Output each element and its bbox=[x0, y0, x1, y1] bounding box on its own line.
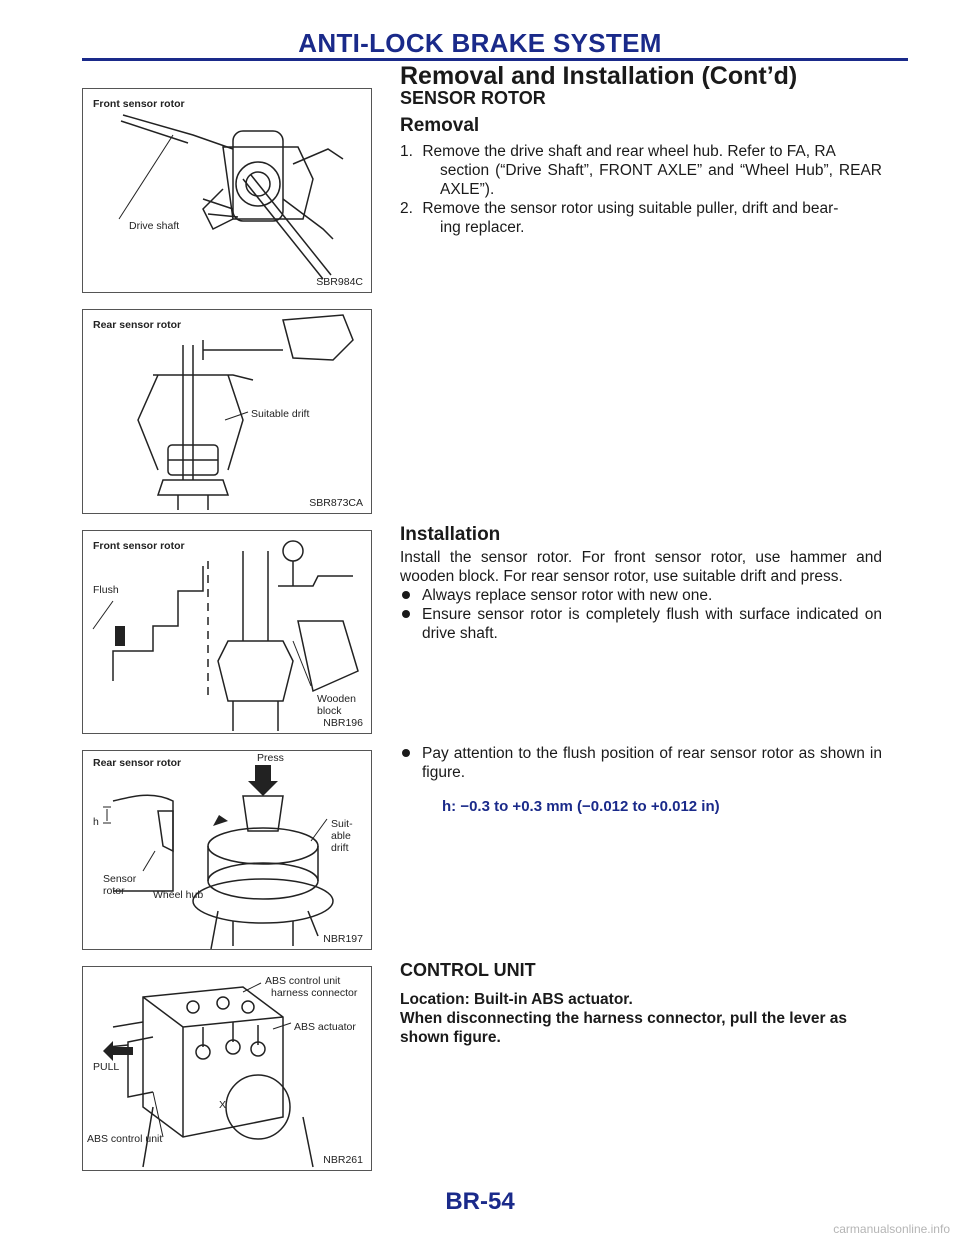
flush-spec: h: −0.3 to +0.3 mm (−0.012 to +0.012 in) bbox=[442, 798, 720, 815]
label-suitable-drift: Suitable drift bbox=[251, 408, 310, 420]
figure-title: Rear sensor rotor bbox=[93, 757, 182, 769]
bullet-text: Ensure sensor rotor is completely flush with surface indicated on drive shaft. bbox=[422, 606, 882, 642]
watermark: carmanualsonline.info bbox=[833, 1222, 950, 1236]
page-title: Removal and Installation (Cont’d) bbox=[400, 62, 798, 90]
label-abs-actuator: ABS actuator bbox=[294, 1021, 356, 1033]
label-wooden: Wooden bbox=[317, 693, 356, 705]
removal-step bbox=[400, 199, 882, 237]
heading-installation: Installation bbox=[400, 524, 501, 545]
figure-code: NBR261 bbox=[323, 1154, 363, 1166]
installation-note bbox=[400, 744, 882, 831]
removal-steps bbox=[400, 142, 882, 237]
label-sensor: Sensor bbox=[103, 873, 137, 885]
label-flush: Flush bbox=[93, 584, 119, 596]
figure-code: SBR873CA bbox=[309, 497, 363, 509]
figure-rear-sensor-rotor-installation bbox=[82, 750, 372, 950]
bullet-item bbox=[400, 744, 882, 782]
label-press: Press bbox=[257, 752, 284, 764]
label-able: able bbox=[331, 830, 351, 842]
label-rotor: rotor bbox=[103, 885, 125, 897]
figure-title: Rear sensor rotor bbox=[93, 319, 182, 331]
installation-text bbox=[400, 548, 882, 643]
rear-rotor-installation-illustration bbox=[83, 751, 371, 949]
heading-sensor-rotor: SENSOR ROTOR bbox=[400, 88, 546, 108]
step-text: Remove the sensor rotor using suitable puller, drift and bear- bbox=[422, 200, 839, 217]
rear-rotor-removal-illustration bbox=[83, 310, 371, 513]
label-connector-1: ABS control unit bbox=[265, 975, 341, 987]
label-drive-shaft: Drive shaft bbox=[129, 220, 180, 232]
figure-abs-control-unit bbox=[82, 966, 372, 1171]
header-rule bbox=[82, 58, 908, 61]
figure-code: SBR984C bbox=[316, 276, 363, 288]
figure-title: Front sensor rotor bbox=[93, 540, 185, 552]
label-x: X bbox=[219, 1099, 227, 1111]
label-wheel-hub: Wheel hub bbox=[153, 889, 204, 901]
label-suit: Suit- bbox=[331, 818, 353, 830]
bullet-icon bbox=[402, 749, 410, 757]
step-text: Remove the drive shaft and rear wheel hub. Refer to FA, RA bbox=[422, 143, 836, 160]
step-text-cont: ing replacer. bbox=[440, 219, 525, 236]
label-pull: PULL bbox=[93, 1061, 120, 1073]
label-block: block bbox=[317, 705, 342, 717]
figure-title: Front sensor rotor bbox=[93, 98, 185, 110]
step-text-cont: section (“Drive Shaft”, FRONT AXLE” and “Wheel Hub”, REAR AXLE”). bbox=[440, 162, 882, 198]
bullet-icon bbox=[402, 610, 410, 618]
front-rotor-removal-illustration bbox=[83, 89, 371, 292]
figure-code: NBR197 bbox=[323, 933, 363, 945]
bullet-text: Pay attention to the flush position of rear sensor rotor as shown in figure. bbox=[422, 745, 882, 781]
label-drift: drift bbox=[331, 842, 349, 854]
page-number: BR-54 bbox=[445, 1188, 515, 1215]
heading-control-unit: CONTROL UNIT bbox=[400, 960, 536, 980]
label-connector-2: harness connector bbox=[271, 987, 358, 999]
bullet-text: Always replace sensor rotor with new one. bbox=[422, 587, 713, 604]
figure-rear-sensor-rotor-removal bbox=[82, 309, 372, 514]
figure-code: NBR196 bbox=[323, 717, 363, 729]
figure-front-sensor-rotor-installation bbox=[82, 530, 372, 734]
control-unit-text: Location: Built-in ABS actuator. When disconnecting the harness connector, pull the lever as shown figure. bbox=[400, 991, 848, 1046]
label-h: h bbox=[93, 816, 99, 828]
bullet-item bbox=[400, 605, 882, 643]
label-abs-control-unit: ABS control unit bbox=[87, 1133, 163, 1145]
step-number: 1. bbox=[400, 143, 413, 160]
heading-removal: Removal bbox=[400, 115, 480, 136]
bullet-item bbox=[400, 586, 882, 605]
figure-front-sensor-rotor-removal bbox=[82, 88, 372, 293]
bullet-icon bbox=[402, 591, 410, 599]
removal-step bbox=[400, 142, 882, 199]
installation-intro: Install the sensor rotor. For front sensor rotor, use hammer and wooden block. For rear sensor rotor, use suitable drift and press. bbox=[400, 549, 882, 585]
step-number: 2. bbox=[400, 200, 413, 217]
section-header: ANTI-LOCK BRAKE SYSTEM bbox=[298, 28, 662, 58]
